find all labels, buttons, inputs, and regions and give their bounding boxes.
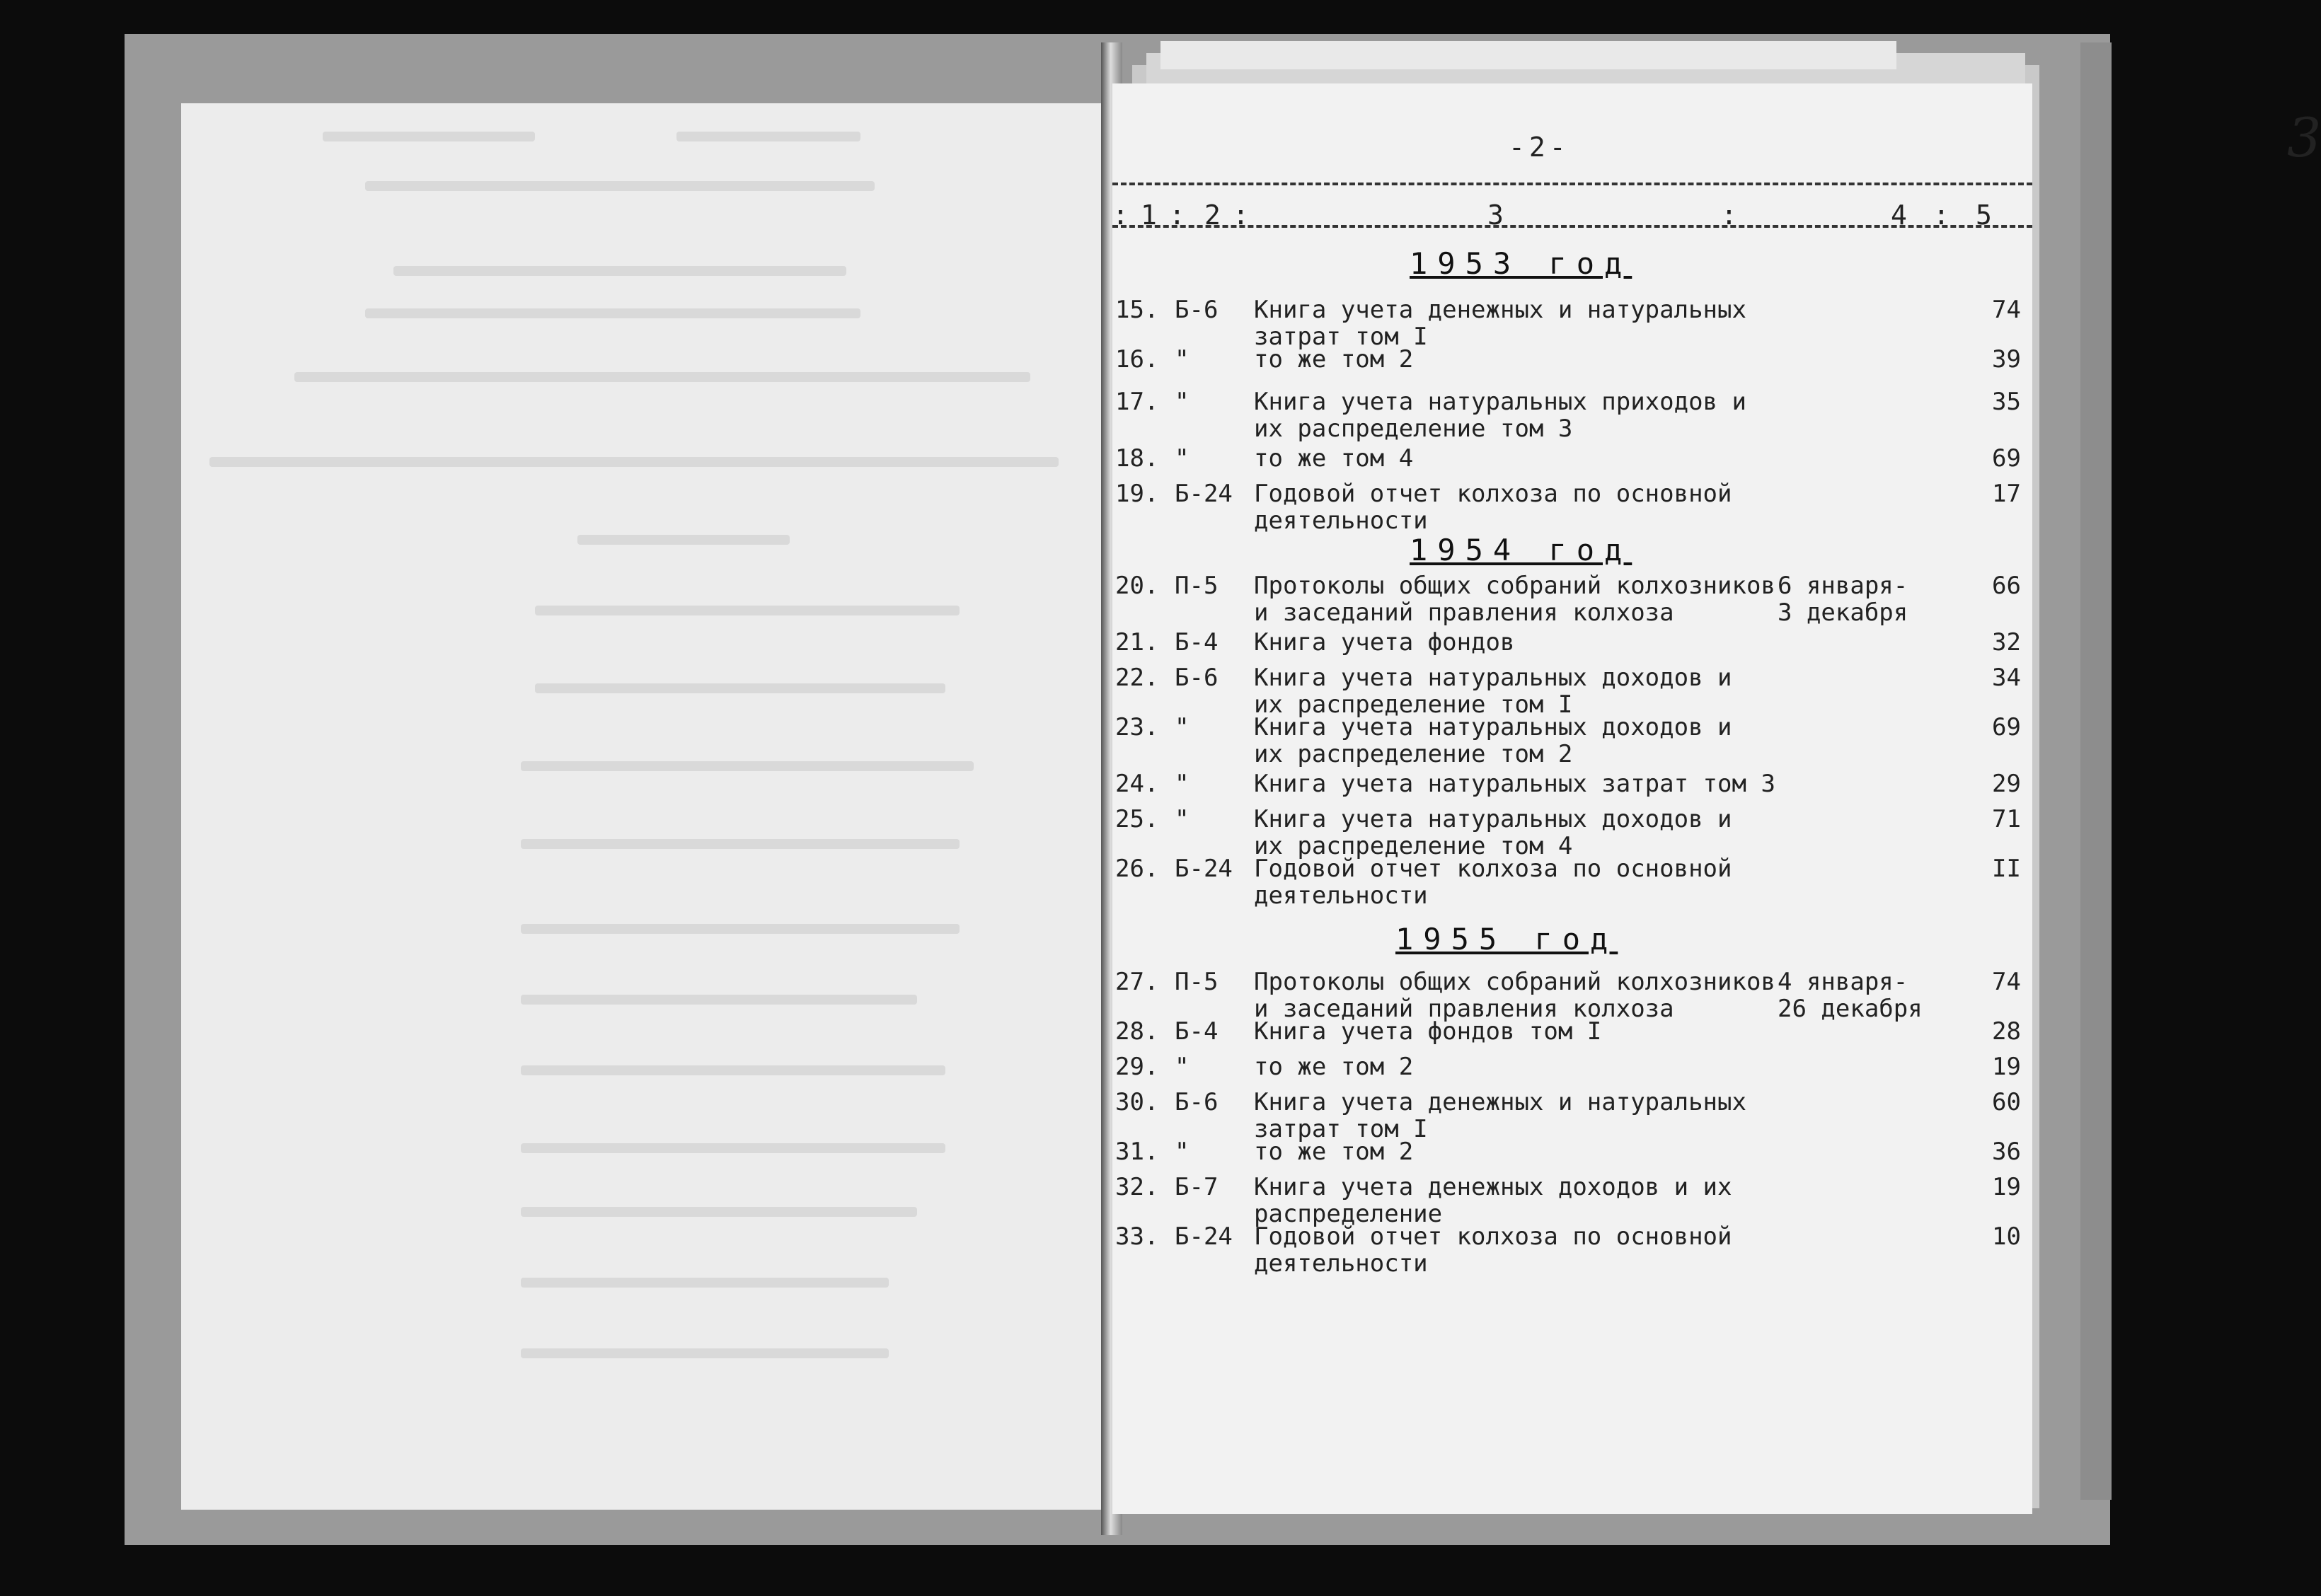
- entry-number: 32.: [1115, 1173, 1159, 1201]
- paper-tab: [1160, 41, 1896, 69]
- fund-code: Б-24: [1175, 1222, 1233, 1251]
- entry-title: Книга учета натуральных затрат том 3: [1254, 770, 1775, 798]
- inventory-row: [1112, 572, 2032, 635]
- fund-code: ": [1175, 444, 1190, 473]
- entry-title-cont: деятельности: [1254, 1249, 1428, 1278]
- fund-code: ": [1175, 388, 1190, 416]
- fund-code: Б-24: [1175, 855, 1233, 883]
- date-range-end: 3 декабря: [1778, 598, 1908, 627]
- year-heading: 1954 год: [1410, 533, 1632, 567]
- inventory-row: [1112, 388, 2032, 451]
- sheet-count: 28: [1992, 1017, 2021, 1046]
- col-header-1: 1: [1141, 200, 1157, 231]
- sheet-count: 74: [1992, 968, 2021, 996]
- col-sep: :: [1721, 200, 1737, 231]
- entry-number: 18.: [1115, 444, 1159, 473]
- entry-title: Книга учета фондов том I: [1254, 1017, 1602, 1046]
- fund-code: ": [1175, 345, 1190, 374]
- entry-number: 30.: [1115, 1088, 1159, 1116]
- col-header-5: 5: [1976, 200, 1992, 231]
- fund-code: Б-6: [1175, 664, 1219, 692]
- entry-title: Книга учета денежных и натуральных: [1254, 1088, 1746, 1116]
- entry-title: Книга учета натуральных приходов и: [1254, 388, 1746, 416]
- page-number: -2-: [1509, 132, 1570, 163]
- entry-number: 20.: [1115, 572, 1159, 600]
- entry-number: 25.: [1115, 805, 1159, 833]
- entry-number: 31.: [1115, 1138, 1159, 1166]
- sheet-count: 32: [1992, 628, 2021, 657]
- entry-number: 16.: [1115, 345, 1159, 374]
- fund-code: ": [1175, 1138, 1190, 1166]
- entry-number: 29.: [1115, 1053, 1159, 1081]
- entry-title: Книга учета денежных и натуральных: [1254, 296, 1746, 324]
- entry-title: Годовой отчет колхоза по основной: [1254, 855, 1732, 883]
- bleed-through-text: [181, 103, 1107, 1510]
- sheet-count: II: [1992, 855, 2021, 883]
- fund-code: ": [1175, 805, 1190, 833]
- folio-number: 3: [2287, 106, 2321, 169]
- sheet-count: 29: [1992, 770, 2021, 798]
- entry-title-cont: деятельности: [1254, 507, 1428, 535]
- fund-code: П-5: [1175, 968, 1219, 996]
- entry-title: то же том 2: [1254, 345, 1414, 374]
- sheet-count: 66: [1992, 572, 2021, 600]
- entry-title-cont: и заседаний правления колхоза: [1254, 598, 1674, 627]
- entry-title: то же том 4: [1254, 444, 1414, 473]
- entry-title-cont: их распределение том 3: [1254, 415, 1573, 443]
- entry-number: 19.: [1115, 480, 1159, 508]
- entry-title: то же том 2: [1254, 1053, 1414, 1081]
- folder-edge: [2080, 42, 2112, 1500]
- fund-code: Б-6: [1175, 1088, 1219, 1116]
- entry-title: то же том 2: [1254, 1138, 1414, 1166]
- entry-title: Годовой отчет колхоза по основной: [1254, 1222, 1732, 1251]
- sheet-count: 10: [1992, 1222, 2021, 1251]
- fund-code: Б-7: [1175, 1173, 1219, 1201]
- sheet-count: 69: [1992, 444, 2021, 473]
- fund-code: Б-24: [1175, 480, 1233, 508]
- col-sep: :: [1169, 200, 1185, 231]
- date-range-start: 6 января-: [1778, 572, 1908, 600]
- year-heading: 1955 год: [1395, 922, 1618, 956]
- fund-code: Б-6: [1175, 296, 1219, 324]
- inventory-row: [1112, 1222, 2032, 1286]
- entry-number: 23.: [1115, 713, 1159, 741]
- entry-title-cont: затрат том I: [1254, 323, 1428, 351]
- entry-title: Книга учета натуральных доходов и: [1254, 805, 1732, 833]
- entry-title: Книга учета натуральных доходов и: [1254, 664, 1732, 692]
- entry-number: 33.: [1115, 1222, 1159, 1251]
- header-rule-top: [1112, 183, 2032, 185]
- entry-title-cont: и заседаний правления колхоза: [1254, 995, 1674, 1023]
- col-header-2: 2: [1204, 200, 1221, 231]
- sheet-count: 74: [1992, 296, 2021, 324]
- inventory-row: [1112, 855, 2032, 918]
- entry-title: Книга учета фондов: [1254, 628, 1515, 657]
- sheet-count: 19: [1992, 1173, 2021, 1201]
- sheet-count: 60: [1992, 1088, 2021, 1116]
- sheet-count: 69: [1992, 713, 2021, 741]
- entry-title: Протоколы общих собраний колхозников: [1254, 572, 1775, 600]
- col-sep: :: [1233, 200, 1249, 231]
- entry-number: 15.: [1115, 296, 1159, 324]
- sheet-count: 39: [1992, 345, 2021, 374]
- entry-title-cont: затрат том I: [1254, 1115, 1428, 1143]
- fund-code: Б-4: [1175, 628, 1219, 657]
- entry-number: 21.: [1115, 628, 1159, 657]
- entry-title: Книга учета денежных доходов и их: [1254, 1173, 1732, 1201]
- entry-number: 26.: [1115, 855, 1159, 883]
- year-heading: 1953 год: [1410, 246, 1632, 281]
- sheet-count: 19: [1992, 1053, 2021, 1081]
- entry-number: 28.: [1115, 1017, 1159, 1046]
- entry-number: 24.: [1115, 770, 1159, 798]
- entry-title: Протоколы общих собраний колхозников: [1254, 968, 1775, 996]
- sheet-count: 34: [1992, 664, 2021, 692]
- date-range-start: 4 января-: [1778, 968, 1908, 996]
- date-range-end: 26 декабря: [1778, 995, 1923, 1023]
- entry-number: 27.: [1115, 968, 1159, 996]
- sheet-count: 17: [1992, 480, 2021, 508]
- entry-title-cont: их распределение том 4: [1254, 832, 1573, 860]
- entry-title-cont: их распределение том 2: [1254, 740, 1573, 768]
- col-sep: :: [1933, 200, 1949, 231]
- right-page: [1112, 83, 2321, 1514]
- entry-number: 17.: [1115, 388, 1159, 416]
- col-header-3: 3: [1487, 200, 1504, 231]
- fund-code: П-5: [1175, 572, 1219, 600]
- fund-code: Б-4: [1175, 1017, 1219, 1046]
- col-header-4: 4: [1891, 200, 1907, 231]
- entry-title-cont: их распределение том I: [1254, 690, 1573, 719]
- entry-title: Книга учета натуральных доходов и: [1254, 713, 1732, 741]
- entry-title-cont: распределение: [1254, 1200, 1443, 1228]
- entry-number: 22.: [1115, 664, 1159, 692]
- sheet-count: 36: [1992, 1138, 2021, 1166]
- fund-code: ": [1175, 1053, 1190, 1081]
- header-rule-bottom: [1112, 225, 2032, 228]
- sheet-count: 71: [1992, 805, 2021, 833]
- entry-title-cont: деятельности: [1254, 881, 1428, 910]
- entry-title: Годовой отчет колхоза по основной: [1254, 480, 1732, 508]
- col-sep: :: [1112, 200, 1129, 231]
- inventory-row: [1112, 713, 2032, 777]
- sheet-count: 35: [1992, 388, 2021, 416]
- fund-code: ": [1175, 713, 1190, 741]
- left-page: [181, 103, 1107, 1510]
- fund-code: ": [1175, 770, 1190, 798]
